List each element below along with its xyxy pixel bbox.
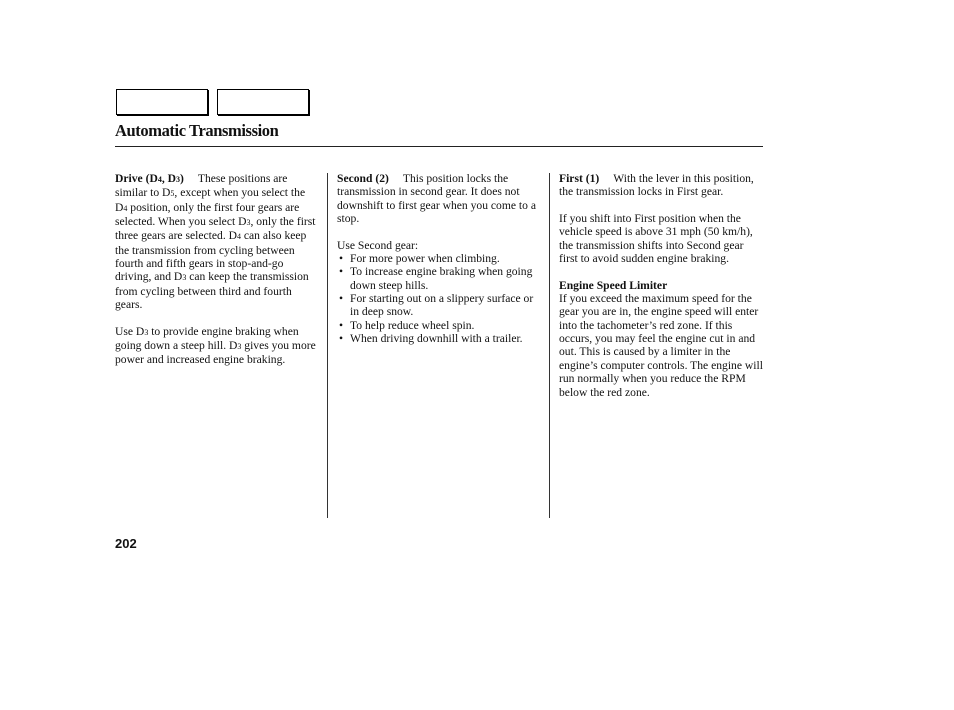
drive-text: These positions are similar to D5, except when you select the D4 position, only the first four gears are selected. When you select D3, only the first three gears are selected. D4 can also keep the transmission from cycling between fourth and fifth gears in stop-and-go driving, and D3 can keep the transmission from cycling between third and fourth gears. <box>115 172 316 312</box>
bullet-icon: • <box>339 292 344 306</box>
second-paragraph <box>337 172 542 225</box>
bullet-icon: • <box>339 265 344 279</box>
list-item: • For more power when climbing. <box>339 252 500 266</box>
column-first <box>559 172 764 399</box>
first-label: First (1) <box>559 172 600 185</box>
page-title: Automatic Transmission <box>115 121 279 140</box>
limiter-heading: Engine Speed Limiter <box>559 278 668 292</box>
second-text: This position locks the transmission in second gear. It does not downshift to first gear when you come to a stop. <box>337 172 536 226</box>
first-shift-paragraph: If you shift into First position when the vehicle speed is above 31 mph (50 km/h), the transmission shifts into Second gear first to avoid sudden engine braking. <box>559 212 753 266</box>
column-divider <box>327 173 328 518</box>
drive-paragraph <box>115 172 320 311</box>
drive-label: Drive (D4, D3) <box>115 172 184 185</box>
list-item: • For starting out on a slippery surface or in deep snow. <box>339 292 534 319</box>
use-second-heading: Use Second gear: <box>337 238 419 252</box>
column-divider <box>549 173 550 518</box>
first-paragraph <box>559 172 764 199</box>
column-second <box>337 172 542 345</box>
bullet-icon: • <box>339 318 344 332</box>
limiter-text: If you exceed the maximum speed for the gear you are in, the engine speed will enter into the tachometer’s red zone. If this occurs, you may feel the engine cut in and out. This is caused by a limiter in the engine’s computer controls. The engine will run normally when you reduce the RPM below the red zone. <box>559 292 763 399</box>
title-divider <box>115 146 763 147</box>
list-item: • To increase engine braking when going down steep hills. <box>339 265 533 292</box>
first-text: With the lever in this position, the transmission locks in First gear. <box>559 172 754 199</box>
list-item: • To help reduce wheel spin. <box>339 318 475 332</box>
bullet-icon: • <box>339 252 344 266</box>
list-item: • When driving downhill with a trailer. <box>339 332 523 346</box>
second-gear-list <box>337 252 542 345</box>
second-label: Second (2) <box>337 172 389 185</box>
d3-paragraph: Use D3 to provide engine braking when going down a steep hill. D3 gives you more power and increased engine braking. <box>115 324 316 367</box>
nav-button-right[interactable] <box>217 89 309 115</box>
bullet-icon: • <box>339 332 344 346</box>
nav-button-left[interactable] <box>116 89 208 115</box>
column-drive <box>115 172 320 380</box>
page-number: 202 <box>115 536 137 551</box>
